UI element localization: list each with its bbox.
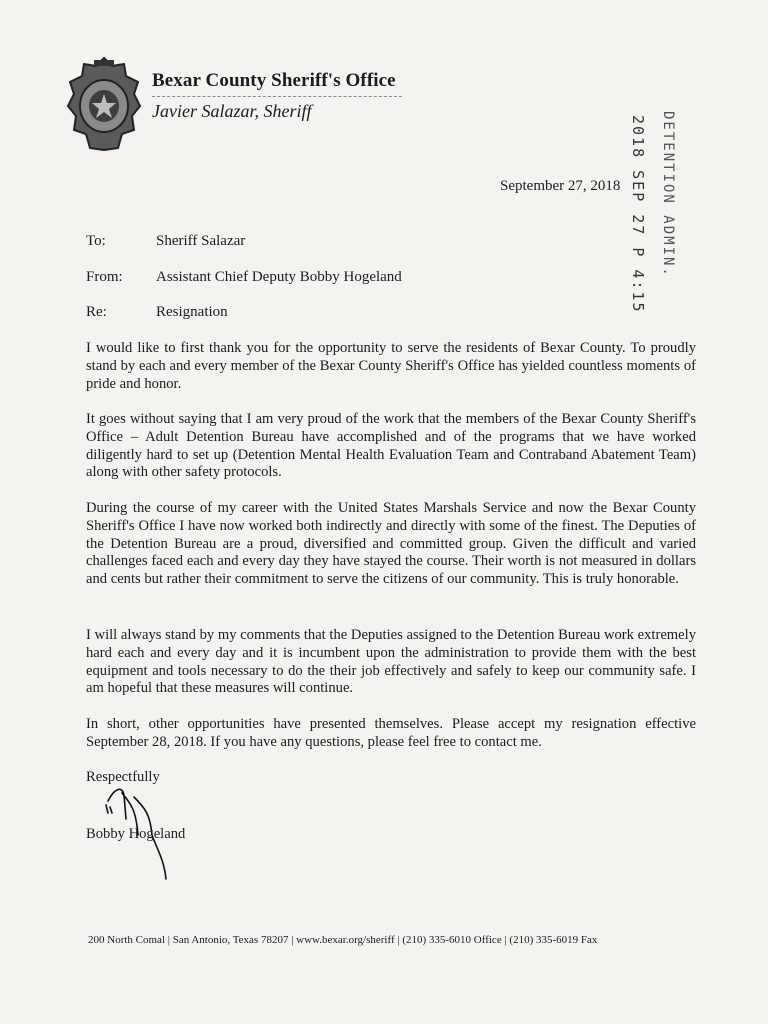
- letter-date: September 27, 2018: [500, 178, 621, 194]
- paragraph-4: I will always stand by my comments that the Deputies assigned to the Detention Bureau work extremely hard each and every day and it is incumbent upon the administration to provide them with the best equipment and tools necessary to do the their job effectively and safely to keep our community safe. I am hopeful that these measures will continue.: [86, 627, 696, 697]
- paragraph-1: I would like to first thank you for the opportunity to serve the residents of Bexar County. To proudly stand by each and every member of the Bexar County Sheriff's Office has yielded countless moments of pride and honor.: [86, 340, 696, 392]
- paragraph-5: In short, other opportunities have presented themselves. Please accept my resignation effective September 28, 2018. If you have any questions, please feel free to contact me.: [86, 716, 696, 750]
- stamp-date: 2018 SEP 27 P 4:15: [629, 115, 647, 314]
- letterhead-divider: [152, 96, 402, 97]
- sheriff-name: Javier Salazar, Sheriff: [152, 101, 312, 121]
- closing-salutation: Respectfully: [86, 769, 160, 785]
- letterhead-footer: 200 North Comal | San Antonio, Texas 78207 | www.bexar.org/sheriff | (210) 335-6010 Office | (210) 335-6019 Fax: [88, 934, 598, 946]
- paragraph-3: During the course of my career with the United States Marshals Service and now the Bexar County Sheriff's Office I have now worked both indirectly and directly with some of the finest. The Deputies of the Detention Bureau are a proud, diversified and committed group. Given the difficult and varied challenges faced each and every day they have stayed the course. Their worth is not measured in dollars and cents but rather their commitment to serve the citizens of our community. This is truly honorable.: [86, 500, 696, 588]
- organization-name: Bexar County Sheriff's Office: [152, 70, 396, 91]
- received-stamp: [610, 111, 676, 314]
- signer-name: Bobby Hogeland: [86, 826, 186, 842]
- from-value: Assistant Chief Deputy Bobby Hogeland: [156, 269, 402, 285]
- stamp-department: DETENTION ADMIN.: [660, 111, 676, 278]
- to-value: Sheriff Salazar: [156, 233, 246, 249]
- to-label: To:: [86, 233, 106, 249]
- from-label: From:: [86, 269, 123, 285]
- re-value: Resignation: [156, 304, 228, 320]
- paragraph-2: It goes without saying that I am very proud of the work that the members of the Bexar County Sheriff's Office – Adult Detention Bureau have accomplished and of the programs that we have worked diligently hard to set up (Detention Mental Health Evaluation Team and Contraband Abatement Team) along with other safety protocols.: [86, 411, 696, 481]
- re-label: Re:: [86, 304, 107, 320]
- sheriff-badge-icon: [64, 54, 144, 164]
